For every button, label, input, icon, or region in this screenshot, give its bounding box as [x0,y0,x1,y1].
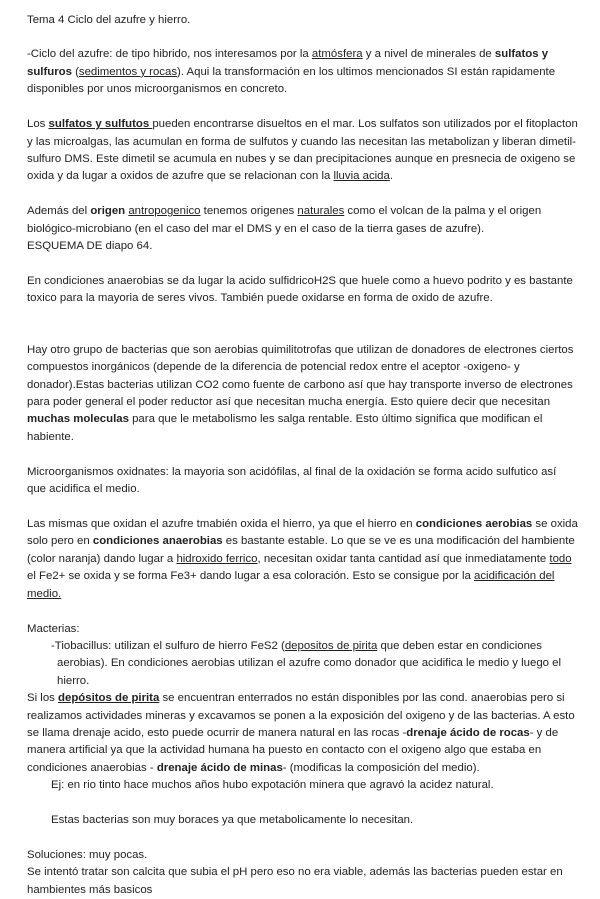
underlined-term: hidroxido ferrico [176,552,258,565]
text-run: ESQUEMA DE diapo 64. [27,240,153,253]
text-run: . [389,170,394,183]
text-run: Si los [27,692,59,705]
text-run: tenemos origenes [200,205,298,218]
bold-term: muchas moleculas [27,413,129,426]
paragraph-origins [27,203,578,255]
text-run: - y de manera artificial ya que la actividad humana ha puesto en contacto con el oxigeno algo que estaba en condiciones anaerobias - [27,727,559,774]
paragraph-pyrite [27,690,578,777]
underlined-term: acidificación del medio. [27,570,555,600]
paragraph-anaerobic: En condiciones anaerobias se da lugar la acido sulfidricoH2S que huele como a huevo podrito y es bastante toxico para la mayoria de seres vivos. También puede oxidarse en forma de oxido de azufre. [27,274,573,305]
paragraph-sulfur-cycle [27,46,578,98]
text-run: se encuentran enterrados no están disponibles por las cond. anaerobias pero si realizamos actividades mineras y excavamos se ponen a la exposición del oxigeno y de las bacterias. A esto se llama drenaje acido, esto puede ocurrir de manera natural en las rocas - [27,692,575,739]
text-run: y a nivel de minerales de [362,48,495,61]
underlined-term: lluvia acida [333,170,390,183]
text-run: el Fe2+ se oxida y se forma Fe3+ dando lugar a esa coloración. Esto se consigue por la [27,570,475,583]
paragraph-aerobic-bacteria [27,342,578,446]
paragraph-oxidizers: Microorganismos oxidnates: la mayoria son acidófilas, al final de la oxidación se forma acido sulfutico así que acidifica el medio. [27,465,557,496]
text-run: se oxida solo pero en [27,518,578,548]
text-run: ( [71,65,79,78]
bold-term: origen [90,205,126,218]
example-rio-tinto: Ej: en rio tinto hace muchos años hubo expotación minera que agravó la acidez natural. [51,779,494,792]
underlined-term: naturales [297,205,345,218]
bold-term: condiciones anaerobias [92,535,223,548]
text-run: es bastante estable. Lo que se ve es una modificación del hambiente (color naranja) dando lugar a [27,535,575,565]
text-run: -Tiobacillus: utilizan el sulfuro de hierro FeS2 ( [51,639,285,652]
underlined-term: depositos de pirita [284,639,378,652]
solutions-text: Se intentó tratar son calcita que subia el pH pero eso no era viable, además las bacterias pueden estar en hambientes más basicos [27,866,563,896]
document-title: Tema 4 Ciclo del azufre y hierro. [27,14,191,26]
text-run: como el volcan de la palma y el origen biológico-microbiano (en el caso del mar el DMS y en el caso de la tierra gases de azufre). [27,205,542,235]
text-run: , necesitan oxidar tanta cantidad así que inmediatamente [257,552,550,565]
paragraph-sulfates [27,116,578,186]
text-run: - (modificas la composición del medio). [282,761,480,774]
bacteria-heading: Macterias: [27,622,80,635]
bold-term: drenaje ácido de minas [156,761,283,774]
bullet-text [51,638,578,690]
paragraph-iron [27,516,578,603]
text-run: para que le metabolismo les salga rentable. Esto último significa que modifican el habiente. [27,413,543,443]
bold-term: drenaje ácido de rocas [406,727,530,739]
bold-underlined-term: sulfatos y sulfutos [48,118,153,131]
underlined-term: antropogenico [128,205,201,218]
underlined-term: atmósfera [311,48,363,61]
bold-term: condiciones aerobias [415,518,533,531]
underlined-term: sedimentos y rocas [78,65,178,78]
text-run: -Ciclo del azufre: de tipo hibrido, nos interesamos por la [27,48,312,61]
bold-underlined-term: depósitos de pirita [58,692,160,705]
underlined-term: todo [549,552,572,565]
text-run: ). Aqui la transformación en los ultimos mencionados SI están rapidamente disponibles por unos microorganismos en concreto. [27,65,556,96]
text-run: Además del [27,205,91,218]
text-run: Hay otro grupo de bacterias que son aerobias quimilitotrofas que utilizan de donadores de electrones ciertos compuestos inorgánicos (depende de la diferencia de potencial redox entre el aceptor -oxigeno- y donador).Estas bacterias utilizan CO2 como fuente de carbono así que hay transporte inverso de electrones para poder general el poder reductor así que necesitan mucha energía. Esto quiere decir que necesitan [27,343,574,408]
bullet-tiobacillus [27,638,578,690]
text-run: pueden encontrarse disueltos en el mar. Los sulfatos son utilizados por el fitoplacton y las microalgas, las acumulan en forma de sulfutos y cuando las necesitan las metabolizan y liberan dimetil-sulfuro DMS. Este dimetil se acumula en nubes y se dan precipitaciones aunque en presnecia de oxigeno se oxida y da lugar a oxidos de azufre que se relacionan con la [27,118,578,183]
text-run: Los [27,118,49,131]
solutions-line: Soluciones: muy pocas. [27,849,148,862]
text-run: Las mismas que oxidan el azufre tmabién oxida el hierro, ya que el hierro en [27,518,416,531]
note-bacteria: Estas bacterias son muy boraces ya que metabolicamente lo necesitan. [51,814,414,827]
text-run: que deben estar en condiciones aerobias). En condiciones aerobias utilizan el azufre como donador que acidifica le medio y luego el hierro. [57,639,562,687]
bold-term: sulfatos y sulfuros [27,48,549,78]
